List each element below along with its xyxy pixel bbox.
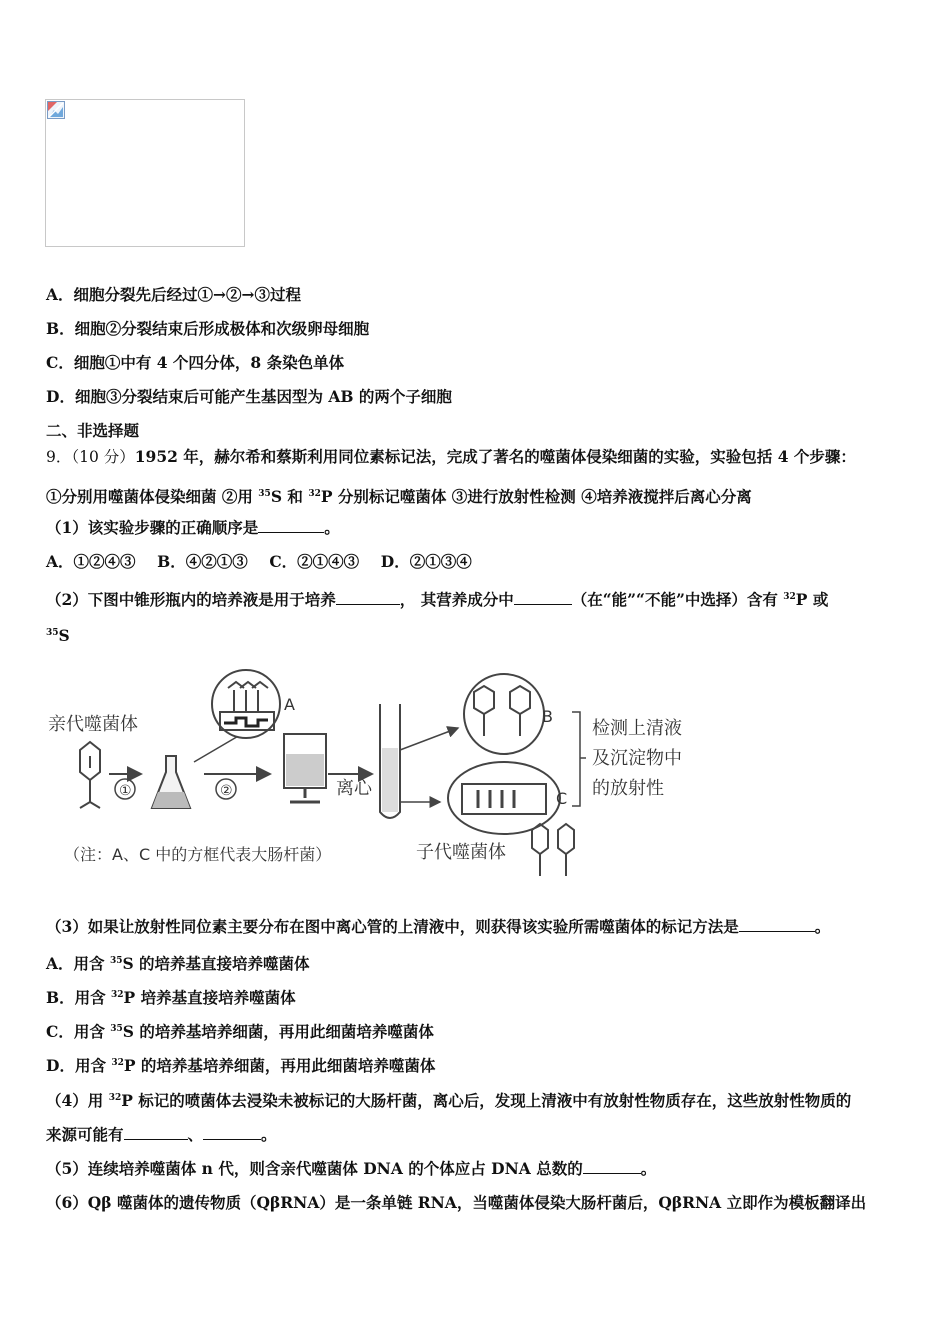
offspring-phage-icon xyxy=(532,824,574,876)
q9-part1: （1）该实验步骤的正确顺序是 。 xyxy=(46,518,340,537)
section-title: 二、非选择题 xyxy=(46,421,140,440)
offspring-label: 子代噬菌体 xyxy=(416,842,506,863)
q8-option-a: A．细胞分裂先后经过①→②→③过程 xyxy=(46,285,302,304)
detect-line2: 及沉淀物中 xyxy=(592,748,682,769)
q9-part4-cont: 来源可能有 、 。 xyxy=(46,1125,277,1144)
parent-phage-label: 亲代噬菌体 xyxy=(48,714,138,735)
centrifuge-tube-icon xyxy=(380,704,400,818)
broken-image-icon xyxy=(47,101,65,119)
q9-part2: （2）下图中锥形瓶内的培养液是用于培养 ， 其营养成分中 （在“能”“不能”中选择）含有 $^{32}$P 或 xyxy=(46,590,829,609)
circle-c-precipitate xyxy=(448,762,560,834)
circle-b-supernatant xyxy=(464,674,544,754)
answer-blank[interactable] xyxy=(514,590,572,605)
detect-line1: 检测上清液 xyxy=(592,718,682,739)
q8-option-c: C．细胞①中有 4 个四分体，8 条染色单体 xyxy=(46,353,345,372)
answer-blank[interactable] xyxy=(739,917,815,932)
answer-blank[interactable] xyxy=(583,1159,641,1174)
conical-flask-icon xyxy=(152,756,190,808)
answer-blank[interactable] xyxy=(124,1125,188,1140)
step1-label: ① xyxy=(119,783,132,799)
q9-part2-cont: $^{35}$S xyxy=(46,626,70,645)
phage-experiment-figure xyxy=(44,668,704,888)
answer-blank[interactable] xyxy=(336,590,400,605)
answer-blank[interactable] xyxy=(258,518,324,533)
q9-steps: ①分别用噬菌体侵染细菌 ②用 $^{35}$S 和 $^{32}$P 分别标记噬菌体 ③进行放射性检测 ④培养液搅拌后离心分离 xyxy=(46,487,752,506)
q9-part3: （3）如果让放射性同位素主要分布在图中离心管的上清液中，则获得该实验所需噬菌体的标记方法是 。 xyxy=(46,917,831,936)
label-b: B xyxy=(542,707,553,726)
q9-part3-option-d: D．用含 $^{32}$P 的培养基培养细菌，再用此细菌培养噬菌体 xyxy=(46,1056,436,1075)
label-a: A xyxy=(284,695,295,714)
broken-image-placeholder xyxy=(45,99,245,247)
q8-option-d: D．细胞③分裂结束后可能产生基因型为 AB 的两个子细胞 xyxy=(46,387,452,406)
q8-option-b: B．细胞②分裂结束后形成极体和次级卵母细胞 xyxy=(46,319,370,338)
circle-a-infection xyxy=(212,670,280,738)
q9-part3-option-c: C．用含 $^{35}$S 的培养基培养细菌，再用此细菌培养噬菌体 xyxy=(46,1022,434,1041)
detect-line3: 的放射性 xyxy=(592,778,664,799)
beaker-icon xyxy=(284,734,326,802)
figure-note: （注：A、C 中的方框代表大肠杆菌） xyxy=(64,845,332,864)
centrifuge-label: 离心 xyxy=(336,778,372,799)
answer-blank[interactable] xyxy=(203,1125,261,1140)
q9-part5: （5）连续培养噬菌体 n 代，则含亲代噬菌体 DNA 的个体应占 DNA 总数的 。 xyxy=(46,1159,657,1178)
q9-part3-option-b: B．用含 $^{32}$P 培养基直接培养噬菌体 xyxy=(46,988,296,1007)
q9-part1-options: A．①②④③ B．④②①③ C．②①④③ D．②①③④ xyxy=(46,552,472,571)
q9-part4: （4）用 $^{32}$P 标记的喷菌体去浸染未被标记的大肠杆菌，离心后，发现上清液中有放射性物质存在，这些放射性物质的 xyxy=(46,1091,852,1110)
q9-part3-option-a: A．用含 $^{35}$S 的培养基直接培养噬菌体 xyxy=(46,954,310,973)
q9-part6: （6）Qβ 噬菌体的遗传物质（QβRNA）是一条单链 RNA，当噬菌体侵染大肠杆菌后，QβRNA 立即作为模板翻译出 xyxy=(46,1193,867,1212)
q9-stem: 9．（10 分）1952 年，赫尔希和蔡斯利用同位素标记法，完成了著名的噬菌体侵染细菌的实验，实验包括 4 个步骤： xyxy=(46,447,856,466)
parent-phage-icon xyxy=(80,742,100,808)
step2-label: ② xyxy=(220,783,233,799)
label-c: C xyxy=(556,789,568,808)
